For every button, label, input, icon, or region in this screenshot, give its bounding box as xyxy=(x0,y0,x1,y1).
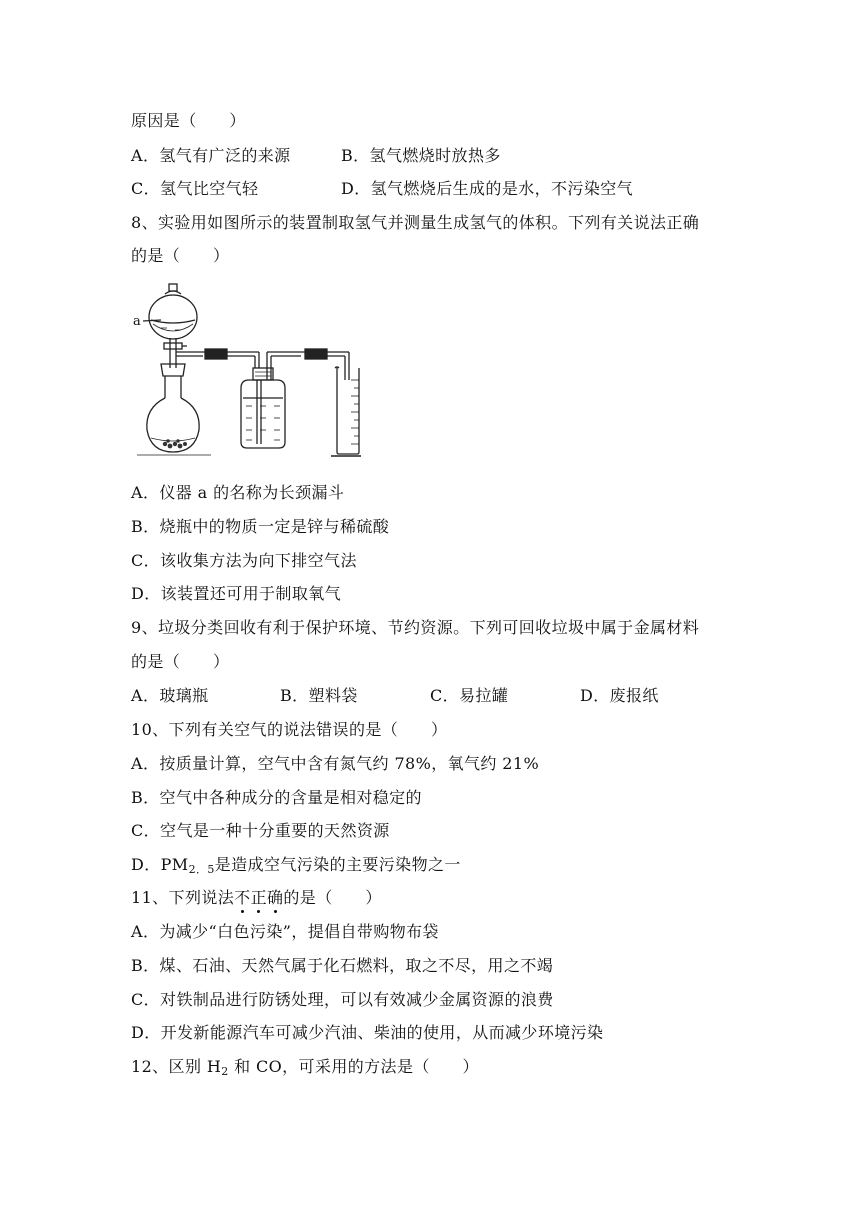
q12-stem-subscript: 2 xyxy=(221,1065,229,1078)
q8-option-c: C．该收集方法为向下排空气法 xyxy=(131,551,357,570)
q8-stem-line2: 的是（ ） xyxy=(131,246,230,265)
q9-option-b: B．塑料袋 xyxy=(280,686,358,705)
q11-option-a: A．为减少“白色污染”，提倡自带购物布袋 xyxy=(131,922,439,941)
q7-stem-end: 原因是（ ） xyxy=(131,111,246,130)
q10-stem: 10、下列有关空气的说法错误的是（ ） xyxy=(131,720,448,739)
q12-stem-pre: 12、区别 H xyxy=(131,1057,222,1076)
q10-option-b: B．空气中各种成分的含量是相对稳定的 xyxy=(131,788,422,807)
q8-option-b: B．烧瓶中的物质一定是锌与稀硫酸 xyxy=(131,517,390,536)
q10-option-d-subscript: 2．5 xyxy=(188,863,215,876)
q10-option-a: A．按质量计算，空气中含有氮气约 78%，氧气约 21% xyxy=(131,754,540,773)
q7-option-a: A．氢气有广泛的来源 xyxy=(131,146,291,165)
q8-option-d: D．该装置还可用于制取氧气 xyxy=(131,584,342,603)
q12-stem xyxy=(131,1057,479,1077)
q11-emphasis-1: 不 xyxy=(234,888,251,907)
q8-stem-line1: 8、实验用如图所示的装置制取氢气并测量生成氢气的体积。下列有关说法正确 xyxy=(131,213,700,232)
q11-stem-pre: 11、下列说法 xyxy=(131,888,235,907)
q7-option-d: D．氢气燃烧后生成的是水，不污染空气 xyxy=(341,179,634,198)
q11-emphasis-2: 正 xyxy=(250,888,267,907)
q9-stem-line2: 的是（ ） xyxy=(131,652,230,671)
figure-label-a: a xyxy=(133,314,141,329)
q10-option-d-rest: 是造成空气污染的主要污染物之一 xyxy=(214,855,461,874)
q11-emphasis-3: 确 xyxy=(266,888,284,907)
q11-option-d: D．开发新能源汽车可减少汽油、柴油的使用，从而减少环境污染 xyxy=(131,1023,604,1042)
q9-option-a: A．玻璃瓶 xyxy=(131,686,209,705)
q8-option-a: A．仪器 a 的名称为长颈漏斗 xyxy=(131,483,345,502)
q10-option-c: C．空气是一种十分重要的天然资源 xyxy=(131,821,390,840)
q12-stem-post: 和 CO，可采用的方法是（ ） xyxy=(228,1057,479,1076)
q9-option-c: C．易拉罐 xyxy=(430,686,509,705)
q10-option-d-prefix: D．PM xyxy=(131,855,189,874)
q11-option-c: C．对铁制品进行防锈处理，可以有效减少金属资源的浪费 xyxy=(131,990,554,1009)
q7-option-b: B．氢气燃烧时放热多 xyxy=(341,146,501,165)
q11-option-b: B．煤、石油、天然气属于化石燃料，取之不尽，用之不竭 xyxy=(131,956,554,975)
q11-stem-post: 的是（ ） xyxy=(283,888,382,907)
q11-stem xyxy=(131,888,382,908)
q10-option-d xyxy=(131,855,461,875)
q7-option-c: C．氢气比空气轻 xyxy=(131,179,259,198)
q9-option-d: D．废报纸 xyxy=(580,686,659,705)
hydrogen-apparatus-figure xyxy=(131,280,361,465)
q9-stem-line1: 9、垃圾分类回收有利于保护环境、节约资源。下列可回收垃圾中属于金属材料 xyxy=(131,618,700,637)
